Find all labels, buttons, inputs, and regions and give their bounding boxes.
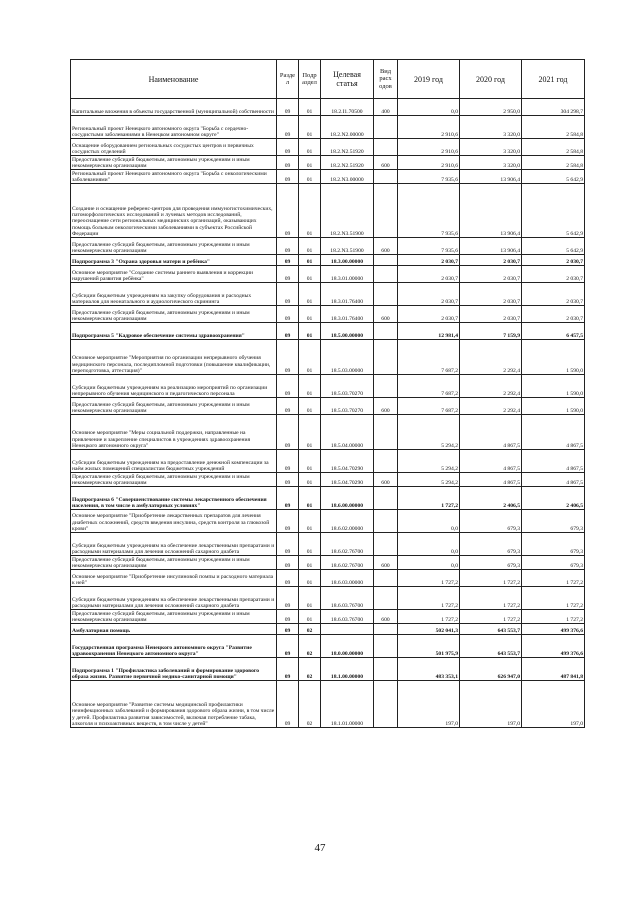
row-2019-cell: 7 935,6 [398,238,460,255]
table-header-row [71,60,585,99]
row-target-article-cell: 18.3.01.76400 [321,283,374,306]
row-target-article-cell: 18.5.03.70270 [321,375,374,398]
row-section-cell: 09 [277,139,299,156]
row-2021-cell: 2 584,8 [522,116,585,139]
table-row [71,184,585,238]
row-subsection-cell: 01 [299,340,321,375]
row-section-cell: 09 [277,450,299,473]
row-2021-cell: 1 727,2 [522,570,585,587]
row-section-cell: 09 [277,283,299,306]
table-row [71,116,585,139]
row-2021-cell: 4 867,5 [522,473,585,487]
budget-table [70,59,585,728]
row-name-cell: Создание и оснащение референс-центров для проведения иммуногистохимических, патоморфологических исследований и лучевых методов исследований, переоснащение сети региональных медицинских организаций, оказывающих помощь больным онкологическими заболеваниями в субъектах Российской Федерации [71,184,277,238]
row-2021-cell: 1 590,0 [522,340,585,375]
row-target-article-cell: 18.5.04.70290 [321,473,374,487]
row-2019-cell: 2 030,7 [398,283,460,306]
row-2020-cell: 4 867,5 [460,450,522,473]
row-target-article-cell: 18.2.I1.70500 [321,99,374,116]
row-2020-cell: 2 030,7 [460,283,522,306]
row-2019-cell: 502 041,3 [398,624,460,635]
table-row [71,139,585,156]
row-target-article-cell: 18.6.02.00000 [321,510,374,533]
row-2021-cell: 1 590,0 [522,375,585,398]
row-2020-cell: 3 320,0 [460,156,522,170]
row-2020-cell: 1 727,2 [460,610,522,624]
row-subsection-cell: 02 [299,681,321,728]
row-subsection-cell: 01 [299,184,321,238]
row-2019-cell: 197,0 [398,681,460,728]
row-name-cell: Предоставление субсидий бюджетным, автономным учреждениям и иным некоммерческим организациям [71,556,277,570]
row-expense-type-cell: 600 [374,306,398,323]
row-2019-cell: 5 294,2 [398,473,460,487]
row-2021-cell: 487 841,8 [522,658,585,681]
row-section-cell: 09 [277,587,299,610]
row-expense-type-cell [374,587,398,610]
row-subsection-cell: 01 [299,255,321,266]
row-expense-type-cell [374,255,398,266]
row-subsection-cell: 01 [299,375,321,398]
row-2021-cell: 5 642,9 [522,238,585,255]
row-target-article-cell: 18.6.03.00000 [321,570,374,587]
header-expense-type: Вид расх одов [374,60,398,99]
row-name-cell: Субсидии бюджетным учреждениям на закупку оборудования и расходных материалов для неонатального и аудиологического скрининга [71,283,277,306]
row-section-cell: 09 [277,116,299,139]
row-name-cell: Основное мероприятие "Меры социальной поддержки, направленные на привлечение и закрепление специалистов в учреждениях здравоохранения Ненецкого автономного округа" [71,415,277,450]
row-name-cell: Субсидии бюджетным учреждениям на предоставление денежной компенсации за наём жилых помещений специалистам бюджетных учреждений [71,450,277,473]
row-2021-cell: 2 584,8 [522,156,585,170]
row-expense-type-cell: 400 [374,99,398,116]
row-subsection-cell: 01 [299,116,321,139]
row-name-cell: Подпрограмма 3 "Охрана здоровья матери и ребёнка" [71,255,277,266]
row-subsection-cell: 01 [299,587,321,610]
header-target-article: Целевая статья [321,60,374,99]
row-subsection-cell: 01 [299,533,321,556]
row-2019-cell: 7 935,6 [398,184,460,238]
row-2019-cell: 0,0 [398,99,460,116]
row-section-cell: 09 [277,340,299,375]
row-2020-cell: 13 906,4 [460,170,522,184]
row-2019-cell: 2 030,7 [398,306,460,323]
row-section-cell: 09 [277,323,299,340]
row-section-cell: 09 [277,238,299,255]
row-expense-type-cell [374,624,398,635]
row-target-article-cell: 18.1.00.00000 [321,658,374,681]
row-2020-cell: 3 320,0 [460,139,522,156]
row-name-cell: Предоставление субсидий бюджетным, автономным учреждениям и иным некоммерческим организациям [71,398,277,415]
table-row [71,99,585,116]
row-subsection-cell: 01 [299,283,321,306]
row-2020-cell: 3 320,0 [460,116,522,139]
row-expense-type-cell [374,116,398,139]
row-2021-cell: 5 642,9 [522,184,585,238]
row-section-cell: 09 [277,266,299,283]
row-2019-cell: 1 727,2 [398,587,460,610]
table-row [71,487,585,510]
row-2020-cell: 679,3 [460,556,522,570]
row-expense-type-cell [374,533,398,556]
row-2020-cell: 679,3 [460,510,522,533]
row-target-article-cell: 18.5.03.70270 [321,398,374,415]
row-expense-type-cell: 600 [374,473,398,487]
row-2020-cell: 643 553,7 [460,635,522,658]
row-2020-cell: 2 292,4 [460,340,522,375]
row-2019-cell: 0,0 [398,556,460,570]
row-2019-cell: 7 687,2 [398,375,460,398]
row-target-article-cell: 18.1.01.00000 [321,681,374,728]
header-2021: 2021 год [522,60,585,99]
row-section-cell: 09 [277,533,299,556]
row-expense-type-cell: 600 [374,238,398,255]
row-2019-cell: 1 727,2 [398,610,460,624]
table-row [71,570,585,587]
row-2020-cell: 2 292,4 [460,398,522,415]
row-2020-cell: 2 406,5 [460,487,522,510]
row-expense-type-cell: 600 [374,610,398,624]
table-row [71,510,585,533]
row-name-cell: Предоставление субсидий бюджетным, автономным учреждениям и иным некоммерческим организациям [71,238,277,255]
row-name-cell: Подпрограмма 1 "Профилактика заболеваний и формирование здорового образа жизни. Развитие первичной медико-санитарной помощи" [71,658,277,681]
row-target-article-cell: 18.3.01.00000 [321,266,374,283]
row-subsection-cell: 01 [299,473,321,487]
row-2021-cell: 499 376,6 [522,624,585,635]
header-subsection: Подр аздел [299,60,321,99]
row-subsection-cell: 01 [299,415,321,450]
row-2020-cell: 13 906,4 [460,238,522,255]
row-section-cell: 09 [277,570,299,587]
row-target-article-cell: 18.2.N3.51900 [321,238,374,255]
row-name-cell: Предоставление субсидий бюджетным, автономным учреждениям и иным некоммерческим организациям [71,473,277,487]
row-section-cell: 09 [277,624,299,635]
row-2019-cell: 483 353,1 [398,658,460,681]
table-row [71,238,585,255]
header-2020: 2020 год [460,60,522,99]
row-2021-cell: 1 727,2 [522,610,585,624]
row-expense-type-cell [374,266,398,283]
header-name: Наименование [71,60,277,99]
row-target-article-cell: 18.3.01.76400 [321,306,374,323]
row-2019-cell: 1 727,2 [398,570,460,587]
row-subsection-cell: 01 [299,487,321,510]
row-subsection-cell: 01 [299,238,321,255]
row-section-cell: 09 [277,487,299,510]
row-target-article-cell: 18.5.04.00000 [321,415,374,450]
page-number: 47 [314,842,326,854]
row-name-cell: Капитальные вложения в объекты государственной (муниципальной) собственности [71,99,277,116]
row-expense-type-cell [374,340,398,375]
row-2021-cell: 5 642,9 [522,170,585,184]
row-2019-cell: 0,0 [398,533,460,556]
row-2021-cell: 679,3 [522,533,585,556]
row-2020-cell: 197,0 [460,681,522,728]
row-section-cell: 09 [277,658,299,681]
row-section-cell: 09 [277,556,299,570]
row-target-article-cell: 18.5.00.00000 [321,323,374,340]
row-section-cell: 09 [277,510,299,533]
table-row [71,323,585,340]
row-2021-cell: 499 376,6 [522,635,585,658]
table-row [71,415,585,450]
row-2020-cell: 679,3 [460,533,522,556]
row-subsection-cell: 01 [299,99,321,116]
row-section-cell: 09 [277,473,299,487]
table-row [71,375,585,398]
row-expense-type-cell: 600 [374,556,398,570]
row-section-cell: 09 [277,184,299,238]
row-2020-cell: 2 030,7 [460,306,522,323]
row-2019-cell: 7 935,6 [398,170,460,184]
table-row [71,610,585,624]
row-expense-type-cell [374,184,398,238]
table-row [71,635,585,658]
row-2019-cell: 0,0 [398,510,460,533]
row-name-cell: Субсидии бюджетным учреждениям на обеспечение лекарственными препаратами и расходными материалами для лечения осложнений сахарного диабета [71,533,277,556]
row-subsection-cell: 01 [299,139,321,156]
table-row [71,255,585,266]
row-name-cell: Субсидии бюджетным учреждениям на реализацию мероприятий по организации непрерывного обучения медицинского и педагогического персонала [71,375,277,398]
row-expense-type-cell [374,570,398,587]
budget-table-sheet [70,59,584,728]
row-expense-type-cell [374,283,398,306]
row-2020-cell: 1 727,2 [460,587,522,610]
row-section-cell: 09 [277,398,299,415]
row-target-article-cell: 18.5.04.70290 [321,450,374,473]
row-2020-cell: 13 906,4 [460,184,522,238]
row-2020-cell: 2 292,4 [460,375,522,398]
row-2020-cell: 7 159,9 [460,323,522,340]
row-subsection-cell: 01 [299,306,321,323]
header-section: Разде л [277,60,299,99]
row-name-cell: Подпрограмма 5 "Кадровое обеспечение системы здравоохранения" [71,323,277,340]
row-name-cell: Подпрограмма 6 "Совершенствование системы лекарственного обеспечения населения, в том числе в амбулаторных условиях" [71,487,277,510]
row-section-cell: 09 [277,306,299,323]
row-expense-type-cell [374,635,398,658]
row-expense-type-cell [374,170,398,184]
row-expense-type-cell [374,375,398,398]
row-2020-cell: 4 867,5 [460,415,522,450]
row-section-cell: 09 [277,635,299,658]
row-2021-cell: 2 030,7 [522,283,585,306]
row-2019-cell: 2 030,7 [398,255,460,266]
row-name-cell: Оснащение оборудованием региональных сосудистых центров и первичных сосудистых отделений [71,139,277,156]
row-subsection-cell: 02 [299,658,321,681]
table-row [71,156,585,170]
row-2019-cell: 2 910,6 [398,139,460,156]
row-name-cell: Предоставление субсидий бюджетным, автономным учреждениям и иным некоммерческим организациям [71,306,277,323]
row-2021-cell: 2 030,7 [522,266,585,283]
table-row [71,398,585,415]
row-target-article-cell: 18.2.N2.51920 [321,156,374,170]
row-2019-cell: 2 910,6 [398,116,460,139]
header-2019: 2019 год [398,60,460,99]
row-name-cell: Амбулаторная помощь [71,624,277,635]
row-name-cell: Основное мероприятие "Создание системы раннего выявления и коррекции нарушений развития ребёнка" [71,266,277,283]
row-expense-type-cell [374,450,398,473]
row-expense-type-cell [374,510,398,533]
row-2021-cell: 679,3 [522,510,585,533]
row-2019-cell: 5 294,2 [398,415,460,450]
row-2019-cell: 2 030,7 [398,266,460,283]
row-subsection-cell: 01 [299,156,321,170]
row-2021-cell: 6 457,5 [522,323,585,340]
row-2019-cell: 7 687,2 [398,398,460,415]
row-2021-cell: 1 727,2 [522,587,585,610]
row-2019-cell: 501 975,9 [398,635,460,658]
row-target-article-cell: 18.2.N2.51920 [321,139,374,156]
row-name-cell: Государственная программа Ненецкого автономного округа "Развитие здравоохранения Ненецкого автономного округа" [71,635,277,658]
table-row [71,450,585,473]
row-target-article-cell: 18.6.03.76700 [321,610,374,624]
row-subsection-cell: 01 [299,570,321,587]
row-2020-cell: 4 867,5 [460,473,522,487]
row-section-cell: 09 [277,99,299,116]
row-name-cell: Основное мероприятие "Развитие системы медицинской профилактики неинфекционных заболеваний и формирования здорового образа жизни, в том числе у детей. Профилактика развития зависимостей, включая потребление табака, алкоголя и психоактивных веществ, в том числе у детей" [71,681,277,728]
row-2020-cell: 2 030,7 [460,266,522,283]
row-subsection-cell: 01 [299,510,321,533]
row-subsection-cell: 01 [299,450,321,473]
row-2021-cell: 304 298,7 [522,99,585,116]
row-section-cell: 09 [277,610,299,624]
row-name-cell: Региональный проект Ненецкого автономного округа "Борьба с онкологическими заболеваниями" [71,170,277,184]
row-section-cell: 09 [277,375,299,398]
table-row [71,624,585,635]
row-target-article-cell: 18.0.00.00000 [321,635,374,658]
row-expense-type-cell [374,139,398,156]
row-expense-type-cell [374,681,398,728]
row-2019-cell: 1 727,2 [398,487,460,510]
row-section-cell: 09 [277,255,299,266]
table-row [71,340,585,375]
row-name-cell: Предоставление субсидий бюджетным, автономным учреждениям и иным некоммерческим организациям [71,610,277,624]
row-target-article-cell: 18.6.02.76700 [321,533,374,556]
row-2020-cell: 2 030,7 [460,255,522,266]
row-name-cell: Основное мероприятие "Приобретение лекарственных препаратов для лечения диабетных осложнений, средств введения инсулина, средств контроля за глюкозой крови" [71,510,277,533]
row-2021-cell: 2 406,5 [522,487,585,510]
row-expense-type-cell [374,658,398,681]
row-2019-cell: 2 910,6 [398,156,460,170]
row-2020-cell: 626 947,0 [460,658,522,681]
row-subsection-cell: 01 [299,398,321,415]
table-row [71,170,585,184]
row-subsection-cell: 02 [299,624,321,635]
table-row [71,681,585,728]
row-subsection-cell: 01 [299,556,321,570]
row-name-cell: Основное мероприятие "Приобретение инсулиновой помпы и расходного материала к ней" [71,570,277,587]
row-name-cell: Основное мероприятие "Мероприятия по организации непрерывного обучения медицинского персонала, последипломной подготовки (повышение квалификации, переподготовка, аттестация)" [71,340,277,375]
row-expense-type-cell: 600 [374,156,398,170]
row-subsection-cell: 01 [299,170,321,184]
row-2021-cell: 2 030,7 [522,306,585,323]
row-name-cell: Предоставление субсидий бюджетным, автономным учреждениям и иным некоммерческим организациям [71,156,277,170]
row-subsection-cell: 01 [299,610,321,624]
table-row [71,658,585,681]
row-2021-cell: 2 030,7 [522,255,585,266]
row-2020-cell: 2 950,0 [460,99,522,116]
row-expense-type-cell [374,487,398,510]
row-target-article-cell: 18.2.N2.00000 [321,116,374,139]
row-2021-cell: 197,0 [522,681,585,728]
row-section-cell: 09 [277,170,299,184]
row-subsection-cell: 02 [299,635,321,658]
row-2019-cell: 12 981,4 [398,323,460,340]
row-target-article-cell [321,624,374,635]
row-target-article-cell: 18.2.N3.51900 [321,184,374,238]
table-row [71,533,585,556]
row-target-article-cell: 18.6.03.76700 [321,587,374,610]
row-2021-cell: 2 584,8 [522,139,585,156]
table-row [71,306,585,323]
row-target-article-cell: 18.2.N3.00000 [321,170,374,184]
row-expense-type-cell [374,415,398,450]
table-row [71,473,585,487]
row-subsection-cell: 01 [299,266,321,283]
row-2020-cell: 643 553,7 [460,624,522,635]
row-section-cell: 09 [277,156,299,170]
row-2021-cell: 4 867,5 [522,450,585,473]
row-target-article-cell: 18.6.02.76700 [321,556,374,570]
row-2021-cell: 679,3 [522,556,585,570]
row-2019-cell: 7 687,2 [398,340,460,375]
row-expense-type-cell: 600 [374,398,398,415]
row-name-cell: Субсидии бюджетным учреждениям на обеспечение лекарственными препаратами и расходными материалами для лечения осложнений сахарного диабета [71,587,277,610]
row-2019-cell: 5 294,2 [398,450,460,473]
row-target-article-cell: 18.6.00.00000 [321,487,374,510]
row-section-cell: 09 [277,415,299,450]
row-target-article-cell: 18.5.03.00000 [321,340,374,375]
table-body [71,99,585,728]
row-target-article-cell: 18.3.00.00000 [321,255,374,266]
row-2020-cell: 1 727,2 [460,570,522,587]
table-row [71,266,585,283]
table-row [71,283,585,306]
row-2021-cell: 1 590,0 [522,398,585,415]
row-name-cell: Региональный проект Ненецкого автономного округа "Борьба с сердечно-сосудистыми заболеваниями в Ненецком автономном округе" [71,116,277,139]
row-2021-cell: 4 867,5 [522,415,585,450]
row-expense-type-cell [374,323,398,340]
row-subsection-cell: 01 [299,323,321,340]
row-section-cell: 09 [277,681,299,728]
table-row [71,556,585,570]
table-row [71,587,585,610]
